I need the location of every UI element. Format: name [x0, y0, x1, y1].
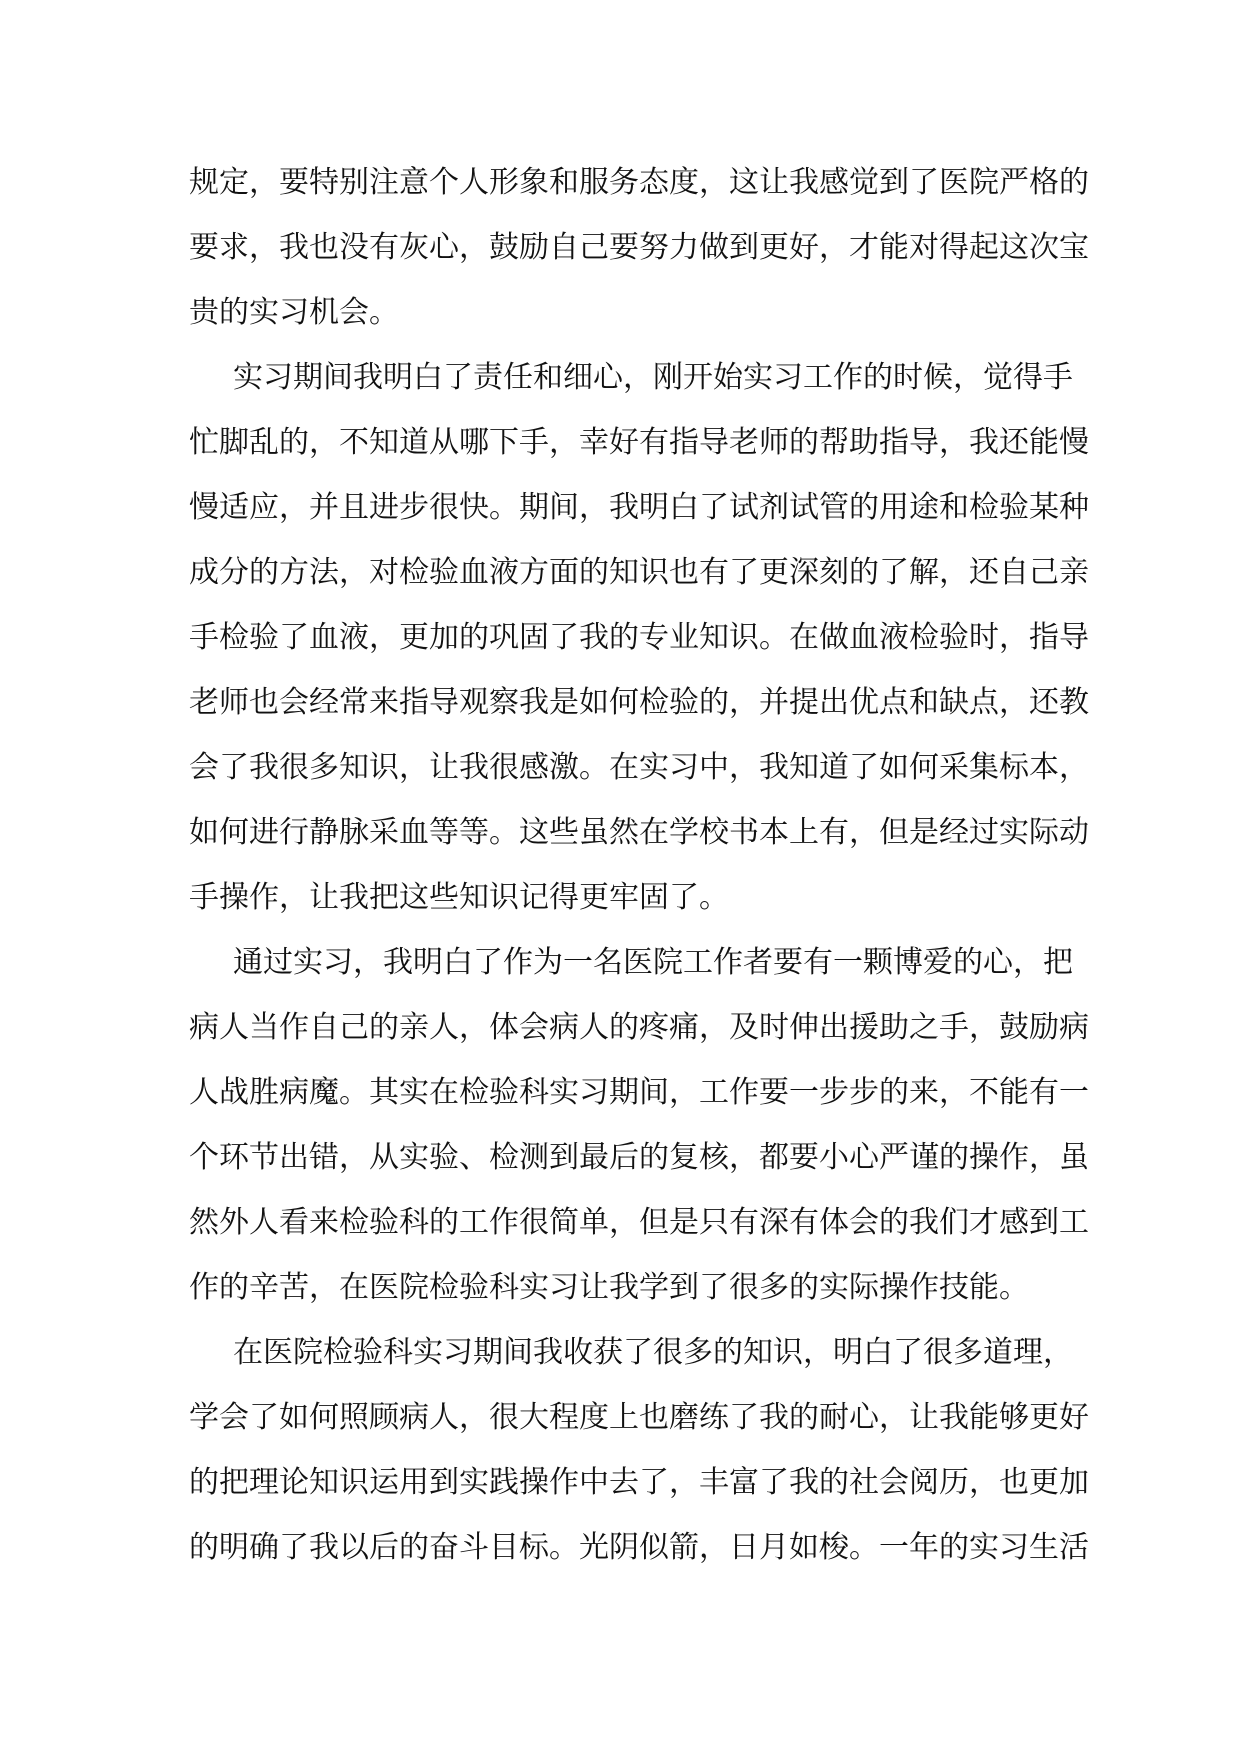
paragraph-4-line-1: 在医院检验科实习期间我收获了很多的知识，明白了很多道理，: [233, 1335, 1073, 1370]
paragraph-2-line-8: 如何进行静脉采血等等。这些虽然在学校书本上有，但是经过实际动: [189, 815, 1089, 850]
paragraph-2-line-4: 成分的方法，对检验血液方面的知识也有了更深刻的了解，还自己亲: [189, 555, 1089, 590]
paragraph-3-line-3: 人战胜病魔。其实在检验科实习期间，工作要一步步的来，不能有一: [189, 1075, 1089, 1110]
paragraph-2-line-3: 慢适应，并且进步很快。期间，我明白了试剂试管的用途和检验某种: [189, 490, 1089, 525]
paragraph-1-line-1: 规定，要特别注意个人形象和服务态度，这让我感觉到了医院严格的: [189, 165, 1089, 200]
paragraph-2-line-1: 实习期间我明白了责任和细心，刚开始实习工作的时候，觉得手: [233, 360, 1073, 395]
paragraph-2-line-2: 忙脚乱的，不知道从哪下手，幸好有指导老师的帮助指导，我还能慢: [189, 425, 1089, 460]
paragraph-4-line-4: 的明确了我以后的奋斗目标。光阴似箭，日月如梭。一年的实习生活: [189, 1530, 1089, 1565]
paragraph-3-line-5: 然外人看来检验科的工作很简单，但是只有深有体会的我们才感到工: [189, 1205, 1089, 1240]
document-body: [189, 150, 1089, 1580]
paragraph-3-line-2: 病人当作自己的亲人，体会病人的疼痛，及时伸出援助之手，鼓励病: [189, 1010, 1089, 1045]
paragraph-2-line-9: 手操作，让我把这些知识记得更牢固了。: [189, 880, 729, 915]
paragraph-3-line-4: 个环节出错，从实验、检测到最后的复核，都要小心严谨的操作，虽: [189, 1140, 1089, 1175]
paragraph-3-line-1: 通过实习，我明白了作为一名医院工作者要有一颗博爱的心，把: [233, 945, 1073, 980]
paragraph-4-line-3: 的把理论知识运用到实践操作中去了，丰富了我的社会阅历，也更加: [189, 1465, 1089, 1500]
paragraph-1-line-2: 要求，我也没有灰心，鼓励自己要努力做到更好，才能对得起这次宝: [189, 230, 1089, 265]
paragraph-4-line-2: 学会了如何照顾病人，很大程度上也磨练了我的耐心，让我能够更好: [189, 1400, 1089, 1435]
paragraph-1-line-3: 贵的实习机会。: [189, 295, 399, 330]
paragraph-3-line-6: 作的辛苦，在医院检验科实习让我学到了很多的实际操作技能。: [189, 1270, 1029, 1305]
paragraph-2-line-7: 会了我很多知识，让我很感激。在实习中，我知道了如何采集标本，: [189, 750, 1089, 785]
paragraph-2-line-6: 老师也会经常来指导观察我是如何检验的，并提出优点和缺点，还教: [189, 685, 1089, 720]
paragraph-2-line-5: 手检验了血液，更加的巩固了我的专业知识。在做血液检验时，指导: [189, 620, 1089, 655]
